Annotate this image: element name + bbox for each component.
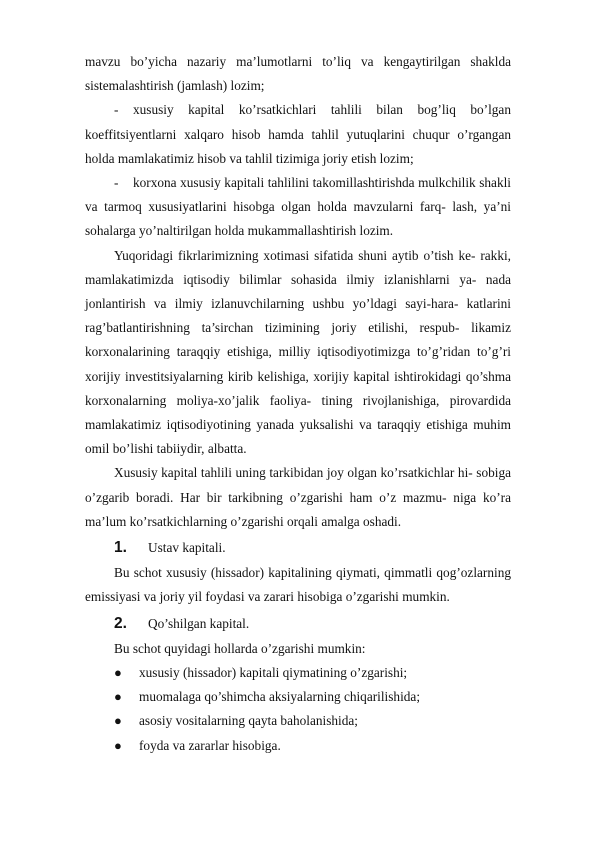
paragraph-conclusion: Yuqoridagi fikrlarimizning xotimasi sifatida shuni aytib o’tish ke- rakki, mamlakatimizda iqtisodiy bilimlar sohasida ilmiy izlanishlarni ya- nada jonlantirish va ilmiy izlanuvchilarning ushbu yo’ldagi sayi-hara- katlarini rag’batlantirishning ta’sirchan tizimining joriy etilishi, respub- likamiz korxonalarining taraqqiy etishiga, milliy iqtisodiyotimizga to’g’ridan to’g’ri xorijiy investitsiyalarning kirib kelishiga, xorijiy kapital ishtirokidagi qo’shma korxonalarning moliya-xo’jalik faoliya- tining rivojlanishiga, pirovardida mamlakatimiz iqtisodiyotining yanada yuksalishi va taraqqiy etishiga muhim omil bo’lishi tabiiydir, albatta. — [85, 247, 511, 457]
bullet-item-3 — [85, 709, 511, 733]
bullet-text: foyda va zararlar hisobiga. — [139, 737, 281, 753]
document-page — [85, 50, 511, 758]
paragraph-list-intro: Bu schot quyidagi hollarda o’zgarishi mumkin: — [114, 640, 366, 656]
numbered-heading-2 — [85, 612, 511, 636]
bullet-text: muomalaga qo’shimcha aksiyalarning chiqarilishida; — [139, 689, 421, 705]
bullet-icon: ● — [114, 713, 122, 729]
number-marker: 1. — [114, 539, 127, 557]
bullet-text: xususiy (hissador) kapitali qiymatining o’zgarishi; — [139, 665, 408, 681]
dash-list-item-1 — [85, 98, 511, 171]
dash-marker: - — [114, 175, 119, 191]
bullet-icon: ● — [114, 737, 122, 753]
paragraph-charter-capital: Bu schot xususiy (hissador) kapitalining qiymati, qimmatli qog’ozlarning emissiyasi va joriy yil foydasi va zarari hisobiga o’zgarishi mumkin. — [85, 565, 511, 605]
numbered-heading-text: Qo’shilgan kapital. — [148, 615, 250, 631]
bullet-icon: ● — [114, 689, 122, 705]
numbered-heading-1 — [85, 536, 511, 560]
bullet-text: asosiy vositalarning qayta baholanishida; — [139, 713, 358, 729]
number-marker: 2. — [114, 614, 127, 632]
bullet-item-2 — [85, 685, 511, 709]
bullet-item-4 — [85, 734, 511, 758]
dash-item-text: korxona xususiy kapitali tahlilini takomillashtirishda mulkchilik shakli va tarmoq xususiyatlarini hisobga olgan holda mavzularni farq- lash, ya’ni sohalarga yo’naltirilgan holda mukammallashtirish lozim. — [85, 175, 511, 239]
paragraph-capital-analysis: Xususiy kapital tahlili uning tarkibidan joy olgan ko’rsatkichlar hi- sobiga o’zgarib boradi. Har bir tarkibning o’zgarishi ham o’z mazmu- niga ko’ra ma’lum ko’rsatkichlarning o’zgarishi orqali amalga oshadi. — [85, 465, 511, 529]
bullet-item-1 — [85, 661, 511, 685]
dash-item-text: xususiy kapital ko’rsatkichlari tahlili bilan bog’liq bo’lgan koeffitsiyentlarni xalqaro hisob hamda tahlil yutuqlarini chuqur o’rgangan holda mamlakatimiz hisob va tahlil tizimiga joriy etish lozim; — [85, 102, 511, 166]
bullet-icon: ● — [114, 665, 122, 681]
paragraph-continuation: mavzu bo’yicha nazariy ma’lumotlarni to’liq va kengaytirilgan shaklda sistemalashtirish (jamlash) lozim; — [85, 54, 511, 94]
numbered-heading-text: Ustav kapitali. — [148, 540, 226, 556]
dash-list-item-2 — [85, 171, 511, 244]
dash-marker: - — [114, 102, 119, 118]
